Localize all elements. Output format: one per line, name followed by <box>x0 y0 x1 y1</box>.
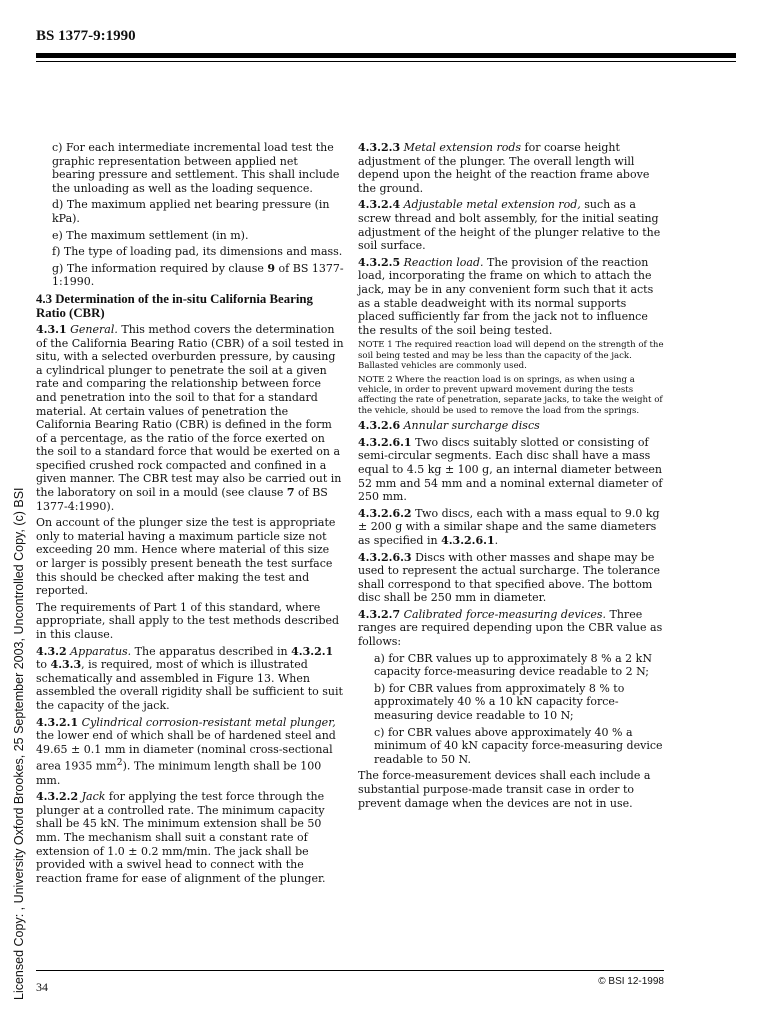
list-item-d: d) The maximum applied net bearing pressure (in kPa). <box>52 198 330 225</box>
clause-4-3-2-6: 4.3.2.6 Annular surcharge discs <box>358 419 540 433</box>
copyright-notice: © BSI 12-1998 <box>598 976 664 987</box>
header-rule-thick <box>36 53 736 58</box>
license-watermark: Licensed Copy: , University Oxford Brookes, 25 September 2003, Uncontrolled Copy, (c) BSI <box>12 487 26 1000</box>
range-item-b: b) for CBR values from approximately 8 % to approximately 40 % a 10 kN capacity force-measuring device readable to 10 N; <box>374 681 625 723</box>
footer-rule <box>36 970 664 971</box>
clause-4-3-2-4: 4.3.2.4 Adjustable metal extension rod, such as a screw thread and bolt assembly, for the initial seating adjustment of the height of the plunger relative to the soil surface. <box>358 198 661 253</box>
clause-4-3-2-5: 4.3.2.5 Reaction load. The provision of the reaction load, incorporating the frame on which to attach the jack, may be in any convenient form such that it acts as a stable deadweight with its normal supports placed sufficiently far from the jack not to influence the results of the soil being tested. <box>358 255 654 337</box>
paragraph-transit-case: The force-measurement devices shall each include a substantial purpose-made transit case in order to prevent damage when the devices are not in use. <box>358 769 651 810</box>
page-number: 34 <box>36 980 48 994</box>
paragraph-part1: The requirements of Part 1 of this standard, where appropriate, shall apply to the test methods described in this clause. <box>36 600 340 641</box>
range-item-c: c) for CBR values above approximately 40 % a minimum of 40 kN capacity force-measuring device readable to 50 N. <box>374 725 663 766</box>
clause-4-3-1: 4.3.1 General. This method covers the determination of the California Bearing Ratio (CBR) of a soil tested in situ, with a selected overburden pressure, by causing a cylindrical plunger to penetrate the soil at a given rate and comparing the relationship between force and penetration into the soil to that for a standard material. At certain values of penetration the California Bearing Ratio (CBR) is defined in the form of a percentage, as the ratio of the force exerted on the soil to a standard force that would be exerted on a specified crushed rock compacted and confined in a given manner. The CBR test may also be carried out in the laboratory on soil in a mould (see clause 7 of BS 1377-4:1990). <box>36 322 344 513</box>
section-heading-4-3: 4.3 Determination of the in-situ California Bearing Ratio (CBR) <box>36 291 313 320</box>
note-2: NOTE 2 Where the reaction load is on springs, as when using a vehicle, in order to prevent upward movement during the tests affecting the rate of penetration, separate jacks, to take the weight of the vehicle, should be used to remove the load from the springs. <box>358 374 663 416</box>
list-item-c: c) For each intermediate incremental load test the graphic representation between applied net bearing pressure and settlement. This shall include the unloading as well as the loading sequence. <box>52 141 340 195</box>
clause-4-3-2: 4.3.2 Apparatus. The apparatus described in 4.3.2.1 to 4.3.3, is required, most of which is illustrated schematically and assembled in Figure 13. When assembled the overall rigidity shall be sufficient to suit the capacity of the jack. <box>36 644 343 712</box>
list-item-f: f) The type of loading pad, its dimensions and mass. <box>52 245 343 259</box>
standard-header: BS 1377-9:1990 <box>36 28 136 44</box>
clause-4-3-2-6-2: 4.3.2.6.2 Two discs, each with a mass equal to 9.0 kg ± 200 g with a similar shape and the same diameters as specified in 4.3.2.6.1. <box>358 506 660 547</box>
clause-4-3-2-7: 4.3.2.7 Calibrated force-measuring devices. Three ranges are required depending upon the CBR value as follows: <box>358 607 663 649</box>
list-item-e: e) The maximum settlement (in m). <box>52 228 249 242</box>
left-column <box>36 141 344 888</box>
right-column <box>358 141 664 813</box>
note-1: NOTE 1 The required reaction load will depend on the strength of the soil being tested and may be less than the capacity of the jack. Ballasted vehicles are commonly used. <box>358 340 664 372</box>
clause-4-3-2-6-1: 4.3.2.6.1 Two discs suitably slotted or consisting of semi-circular segments. Each disc shall have a mass equal to 4.5 kg ± 100 g, an internal diameter between 52 mm and 54 mm and a nominal external diameter of 250 mm. <box>358 435 663 504</box>
clause-4-3-2-1: 4.3.2.1 Cylindrical corrosion-resistant metal plunger, the lower end of which shall be of hardened steel and 49.65 ± 0.1 mm in diameter (nominal cross-sectional area 1935 $mm^2$). The minimum length shall be 100 mm. <box>36 715 336 787</box>
clause-4-3-2-2: 4.3.2.2 Jack for applying the test force through the plunger at a controlled rate. The minimum capacity shall be 45 kN. The minimum extension shall be 50 mm. The mechanism shall suit a constant rate of extension of 1.0 ± 0.2 mm/min. The jack shall be provided with a swivel head to connect with the reaction frame for ease of alignment of the plunger. <box>36 790 326 885</box>
range-item-a: a) for CBR values up to approximately 8 % a 2 kN capacity force-measuring device readable to 2 N; <box>374 651 652 679</box>
list-item-g: g) The information required by clause 9 of BS 1377-1:1990. <box>52 261 344 289</box>
paragraph-plunger-size: On account of the plunger size the test is appropriate only to material having a maximum particle size not exceeding 20 mm. Hence where material of this size or larger is possibly present beneath the test surface this should be checked after making the test and reported. <box>36 516 336 598</box>
header-rule-thin <box>36 61 736 62</box>
clause-4-3-2-3: 4.3.2.3 Metal extension rods for coarse height adjustment of the plunger. The overall length will depend upon the height of the reaction frame above the ground. <box>358 141 650 195</box>
clause-4-3-2-6-3: 4.3.2.6.3 Discs with other masses and shape may be used to represent the actual surcharge. The tolerance shall correspond to that specified above. The bottom disc shall be 250 mm in diameter. <box>358 550 661 605</box>
